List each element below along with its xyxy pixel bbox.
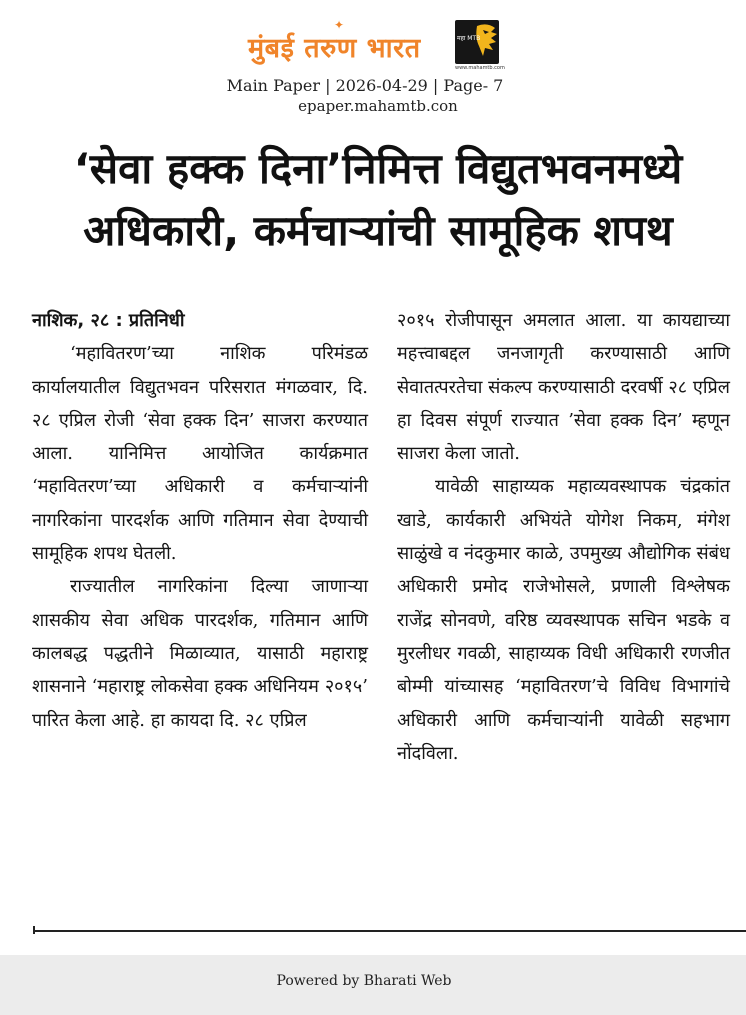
article-dateline: नाशिक, २८ : प्रतिनिधी: [32, 310, 185, 331]
masthead-title: मुंबई तरुण भारत: [248, 33, 421, 64]
site-link[interactable]: epaper.mahamtb.con: [298, 97, 458, 115]
article-column-right: [397, 304, 730, 770]
article-paragraph: राज्यातील नागरिकांना दिल्या जाणाऱ्या शासकीय सेवा अधिक पारदर्शक, गतिमान आणि कालबद्ध पद्धतीने मिळाव्यात, यासाठी महाराष्ट्र शासनाने ‘महाराष्ट्र लोकसेवा हक्क अधिनियम २०१५’ पारित केला आहे. हा कायदा दि. २८ एप्रिल: [32, 576, 368, 731]
lion-icon: [469, 20, 499, 64]
article-headline: ‘सेवा हक्क दिना’निमित्त विद्युतभवनमध्ये अधिकारी, कर्मचाऱ्यांची सामूहिक शपथ: [73, 144, 683, 255]
article-paragraph: यावेळी साहाय्यक महाव्यवस्थापक चंद्रकांत खाडे, कार्यकारी अभियंते योगेश निकम, मंगेश साळुंखे व नंदकुमार काळे, उपमुख्य औद्योगिक संबंध अधिकारी प्रमोद राजेभोसले, प्रणाली विश्लेषक राजेंद्र सोनवणे, वरिष्ठ व्यवस्थापक सचिन भडके व मुरलीधर गवळी, साहाय्यक विधी अधिकारी रणजीत बोम्मी यांच्यासह ‘महावितरण’चे विविध विभागांचे अधिकारी आणि कर्मचाऱ्यांनी यावेळी सहभाग नोंदविला.: [397, 476, 730, 764]
masthead-emblem-icon: ✦: [334, 18, 345, 32]
page-header: [0, 14, 746, 119]
mtb-logo-label: महा MTB: [457, 35, 481, 42]
article-end-rule: [34, 930, 746, 932]
page-footer: [0, 955, 746, 1015]
mtb-logo-url: www.mahamtb.com: [455, 65, 505, 71]
edition-info: Main Paper | 2026-04-29 | Page- 7: [226, 76, 504, 95]
article-paragraph: २०१५ रोजीपासून अमलात आला. या कायद्याच्या महत्त्वाबद्दल जनजागृती करण्यासाठी आणि सेवातत्परतेचा संकल्प करण्यासाठी दरवर्षी २८ एप्रिल हा दिवस संपूर्ण राज्यात ’सेवा हक्क दिन’ म्हणून साजरा केला जातो.: [397, 310, 730, 465]
article-column-left: [32, 304, 368, 737]
article-paragraph: ‘महावितरण’च्या नाशिक परिमंडळ कार्यालयातील विद्युतभवन परिसरात मंगळवार, दि. २८ एप्रिल रोजी ‘सेवा हक्क दिन’ साजरा करण्यात आला. यानिमित्त आयोजित कार्यक्रमात ‘महावितरण’च्या अधिकारी व कर्मचाऱ्यांनी नागरिकांना पारदर्शक आणि गतिमान सेवा देण्याची सामूहिक शपथ घेतली.: [32, 343, 368, 565]
powered-by-label[interactable]: Powered by Bharati Web: [276, 973, 452, 989]
mtb-logo: [455, 20, 499, 64]
